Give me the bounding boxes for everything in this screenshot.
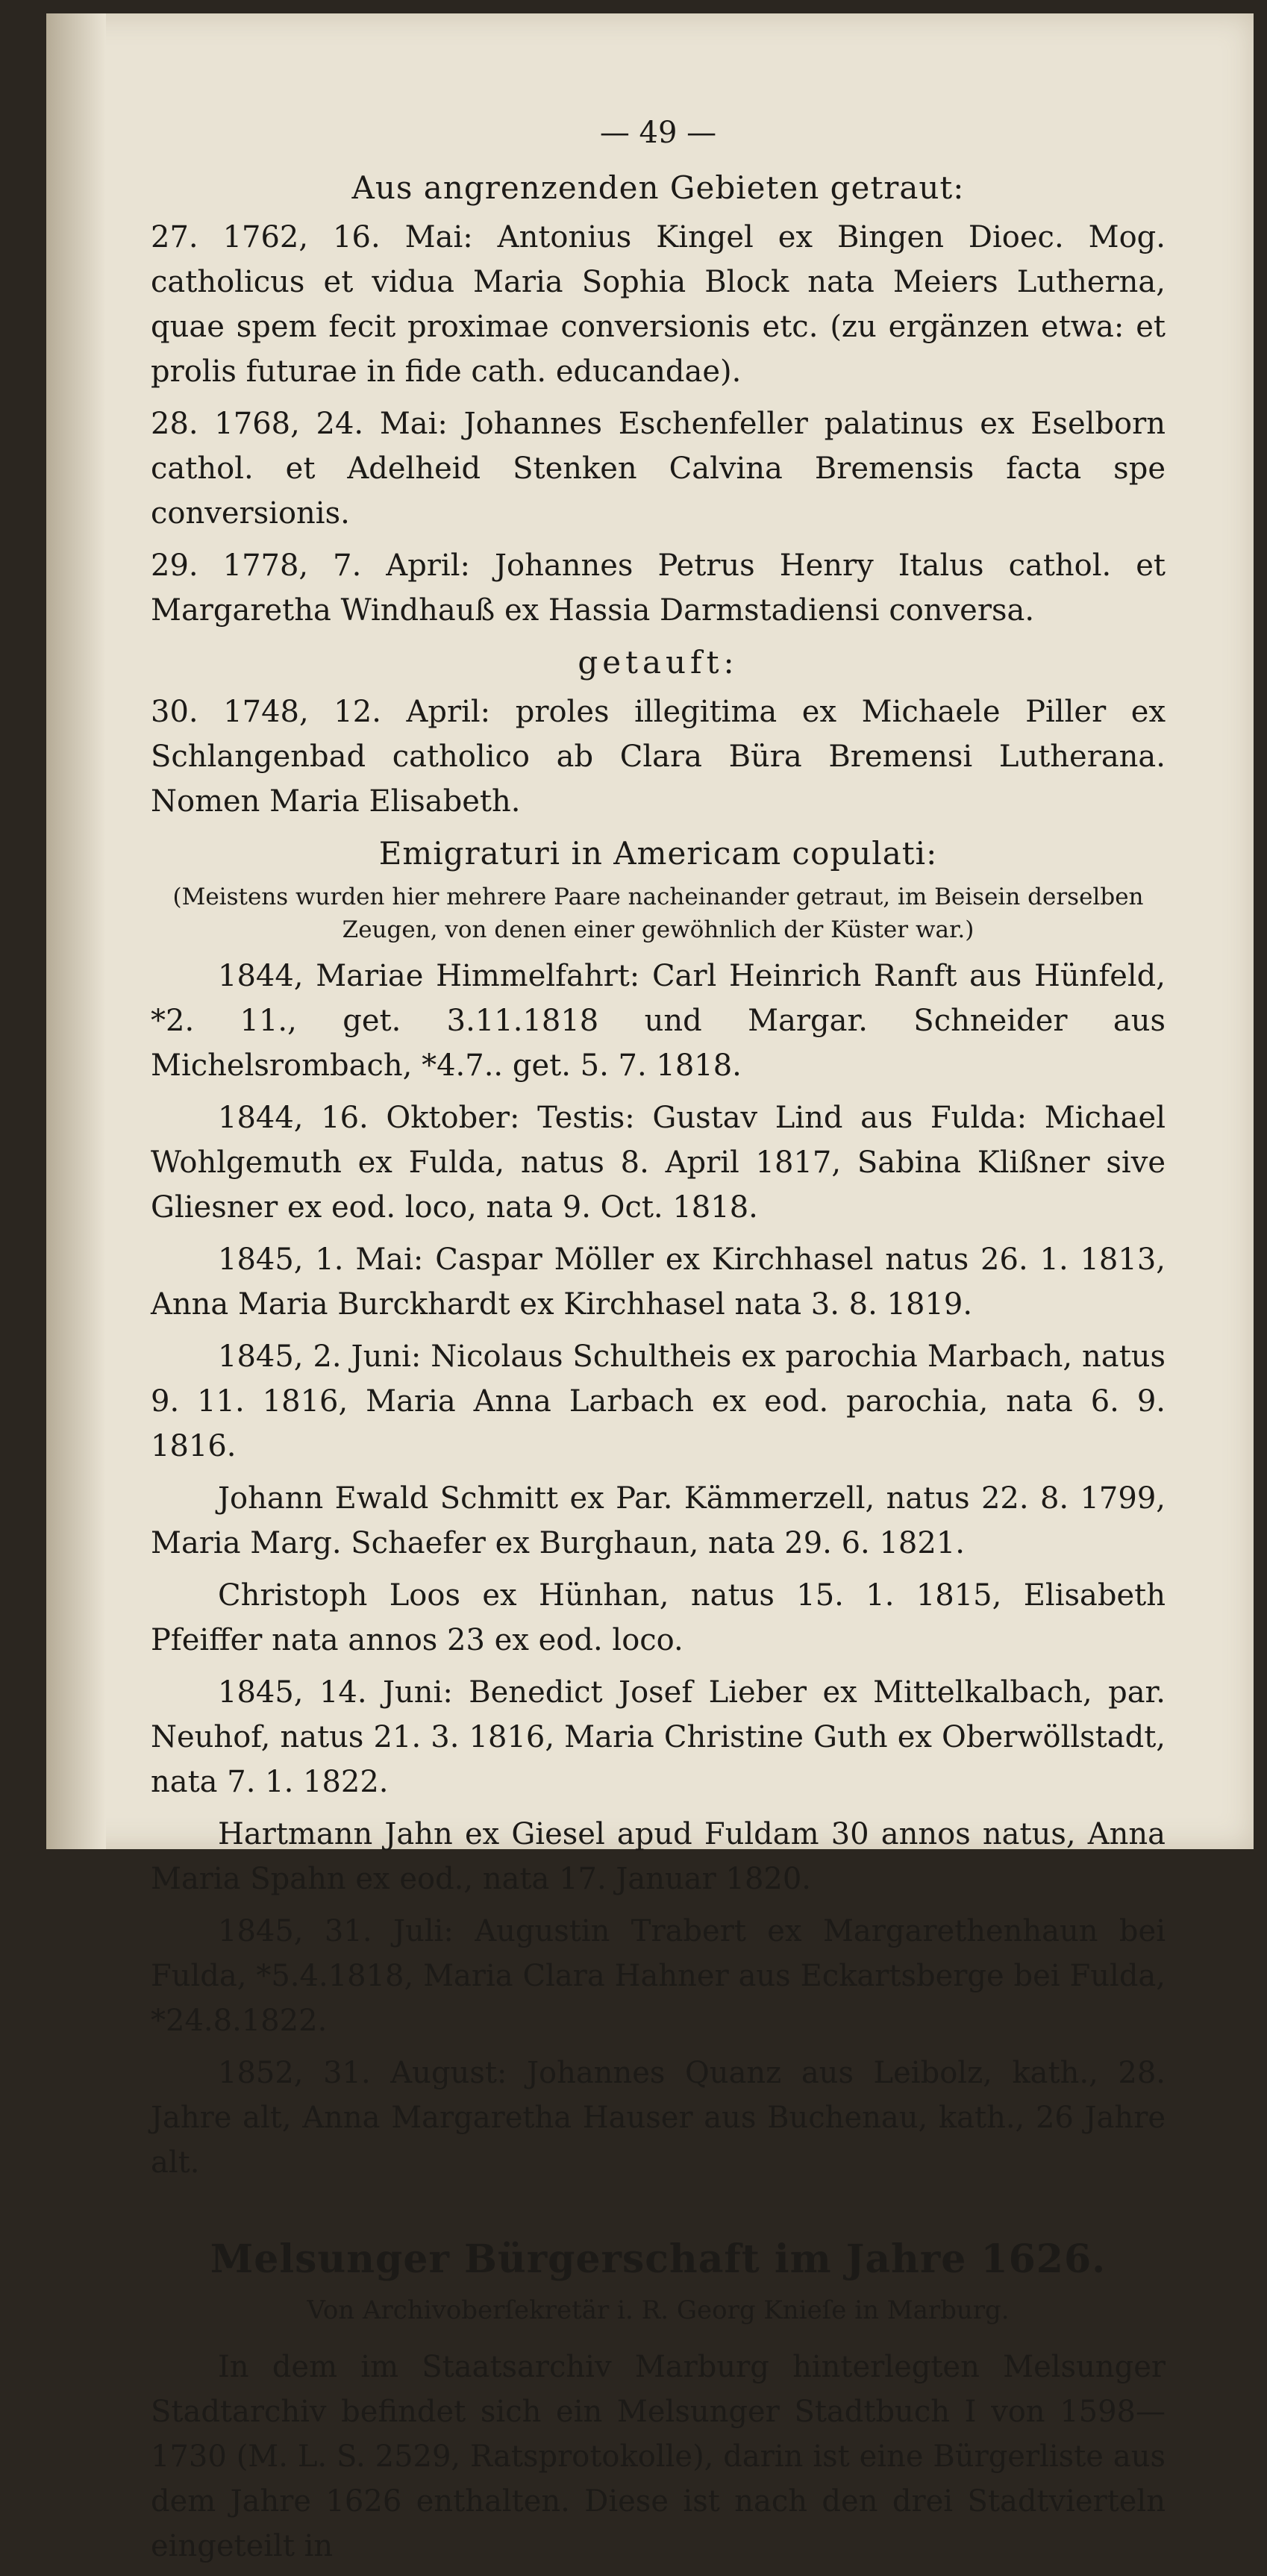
article-title: Melsunger Bürgerschaft im Jahre 1626. (210, 2236, 1107, 2282)
article-author: Von Archivoberſekretär i. R. Georg Knieſe in Marburg. (307, 2295, 1010, 2325)
emigrant-record: 1844, 16. Oktober: Testis: Gustav Lind aus Fulda: Michael Wohlgemuth ex Fulda, natus 8. April 1817, Sabina Klißner sive Gliesner ex eod. loco, nata 9. Oct. 1818. (151, 1101, 1166, 1225)
emigrant-record: Christoph Loos ex Hünhan, natus 15. 1. 1815, Elisabeth Pfeiffer nata annos 23 ex eod. loco. (151, 1578, 1166, 1657)
emigrant-record: 1845, 1. Mai: Caspar Möller ex Kirchhasel natus 26. 1. 1813, Anna Maria Burckhardt ex Kirchhasel nata 3. 8. 1819. (151, 1242, 1166, 1322)
section-note: (Meistens wurden hier mehrere Paare nacheinander getraut, im Beisein derselben Zeugen, von denen einer gewöhnlich der Küster war.) (172, 884, 1144, 943)
page-gutter-shadow (46, 13, 106, 1849)
article-body: In dem im Staatsarchiv Marburg hinterlegten Melsunger Stadtarchiv befindet sich ein Melsunger Stadtbuch I von 1598—1730 (M. L. S. 2529, Ratsprotokolle), darin ist eine Bürgerliste aus dem Jahre 1626 enthalten. Diese ist nach den drei Stadtvierteln eingeteilt in (151, 2350, 1166, 2563)
record-27: 27. 1762, 16. Mai: Antonius Kingel ex Bingen Dioec. Mog. catholicus et vidua Maria Sophia Block nata Meiers Lutherna, quae spem fecit proximae conversionis etc. (zu ergänzen etwa: et prolis futurae in fide cath. educandae). (151, 220, 1166, 389)
page-number: — 49 — (599, 116, 717, 150)
section-heading-baptized: getauft: (578, 644, 739, 681)
emigrant-record: Hartmann Jahn ex Giesel apud Fuldam 30 annos natus, Anna Maria Spahn ex eod., nata 17. Januar 1820. (151, 1817, 1166, 1896)
emigrant-record: 1852, 31. August: Johannes Quanz aus Leibolz, kath., 28. Jahre alt, Anna Margaretha Hauser aus Buchenau, kath., 26 Jahre alt. (151, 2056, 1166, 2180)
emigrant-record: 1845, 14. Juni: Benedict Josef Lieber ex Mittelkalbach, par. Neuhof, natus 21. 3. 1816, Maria Christine Guth ex Oberwöllstadt, nata 7. 1. 1822. (151, 1675, 1166, 1799)
record-30: 30. 1748, 12. April: proles illegitima ex Michaele Piller ex Schlangenbad catholico ab Clara Büra Bremensi Lutherana. Nomen Maria Elisabeth. (151, 695, 1166, 819)
record-29: 29. 1778, 7. April: Johannes Petrus Henry Italus cathol. et Margaretha Windhauß ex Hassia Darmstadiensi conversa. (151, 548, 1166, 628)
emigrant-record: 1845, 2. Juni: Nicolaus Schultheis ex parochia Marbach, natus 9. 11. 1816, Maria Anna Larbach ex eod. parochia, nata 6. 9. 1816. (151, 1339, 1166, 1463)
record-28: 28. 1768, 24. Mai: Johannes Eschenfeller palatinus ex Eselborn cathol. et Adelheid Stenken Calvina Bremensis facta spe conversionis. (151, 407, 1166, 531)
emigrant-record: 1844, Mariae Himmelfahrt: Carl Heinrich Ranft aus Hünfeld, *2. 11., get. 3.11.1818 und Margar. Schneider aus Michelsrombach, *4.7.. get. 5. 7. 1818. (151, 959, 1166, 1083)
section-heading-emigrants: Emigraturi in Americam copulati: (378, 835, 938, 872)
emigrant-record: Johann Ewald Schmitt ex Par. Kämmerzell, natus 22. 8. 1799, Maria Marg. Schaefer ex Burghaun, nata 29. 6. 1821. (151, 1481, 1166, 1560)
book-page (46, 13, 1254, 2563)
page-text (151, 110, 1166, 2576)
section-heading-married: Aus angrenzenden Gebieten getraut: (351, 169, 965, 206)
emigrant-record: 1845, 31. Juli: Augustin Trabert ex Margarethenhaun bei Fulda, *5.4.1818, Maria Clara Hahner aus Eckartsberge bei Fulda, *24.8.1822. (151, 1914, 1166, 2038)
